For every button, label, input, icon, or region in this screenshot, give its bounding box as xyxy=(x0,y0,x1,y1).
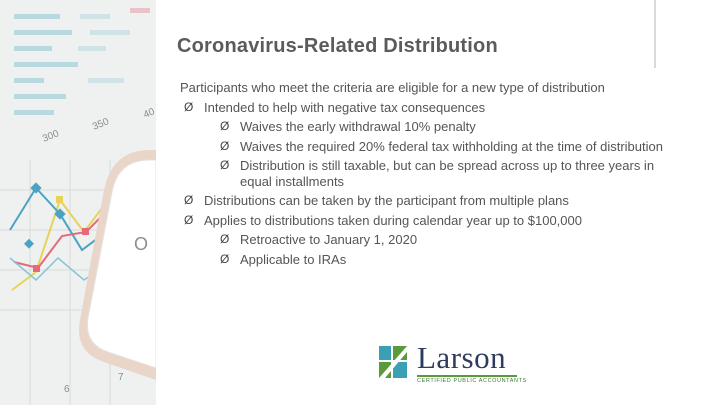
larson-logo xyxy=(379,340,527,384)
arrow-bullet-icon: Ø xyxy=(220,251,230,266)
header-divider xyxy=(654,0,656,68)
bullet-item xyxy=(180,139,680,155)
arrow-bullet-icon: Ø xyxy=(184,212,194,227)
bullet-text: Waives the required 20% federal tax withholding at the time of distribution xyxy=(240,138,663,154)
arrow-bullet-icon: Ø xyxy=(220,232,230,246)
bullet-item xyxy=(180,252,680,268)
axis-label-40: 40 xyxy=(142,106,156,121)
chart-photo-illustration xyxy=(0,0,156,405)
arrow-bullet-icon: Ø xyxy=(220,119,230,133)
bullet-item xyxy=(180,158,680,189)
bullet-item xyxy=(180,213,680,229)
bullet-text: Applies to distributions taken during calendar year up to $100,000 xyxy=(204,212,582,228)
bullet-item xyxy=(180,119,680,135)
bullet-text: Waives the early withdrawal 10% penalty xyxy=(240,119,476,134)
axis-label-6: 6 xyxy=(64,384,70,395)
slide-title: Coronavirus-Related Distribution xyxy=(177,35,498,57)
bullet-text: Distribution is still taxable, but can be spread across up to three years in equal installments xyxy=(240,158,655,189)
arrow-bullet-icon: Ø xyxy=(184,99,194,114)
bullet-text: Retroactive to January 1, 2020 xyxy=(240,232,418,247)
arrow-bullet-icon: Ø xyxy=(220,138,230,153)
arrow-bullet-icon: Ø xyxy=(220,158,230,172)
larson-logo-mark-icon xyxy=(379,346,407,378)
axis-label-7: 7 xyxy=(118,372,124,383)
axis-label-300: 300 xyxy=(41,128,61,145)
logo-wordmark: Larson xyxy=(417,340,507,375)
bullet-text: Applicable to IRAs xyxy=(240,251,347,267)
bullet-item xyxy=(180,232,680,248)
phone-screen-glyph: O xyxy=(134,234,149,254)
intro-line xyxy=(180,80,680,96)
arrow-bullet-icon: Ø xyxy=(184,193,194,207)
bullet-item xyxy=(180,193,680,209)
bullet-item xyxy=(180,100,680,116)
bullet-text: Distributions can be taken by the participant from multiple plans xyxy=(204,193,569,208)
bullet-text: Participants who meet the criteria are eligible for a new type of distribution xyxy=(180,80,605,95)
decorative-chart-photo xyxy=(0,0,156,405)
axis-label-350: 350 xyxy=(91,116,111,133)
slide-body xyxy=(180,80,680,271)
logo-tagline: CERTIFIED PUBLIC ACCOUNTANTS xyxy=(417,375,517,384)
bullet-text: Intended to help with negative tax consequences xyxy=(204,99,486,115)
